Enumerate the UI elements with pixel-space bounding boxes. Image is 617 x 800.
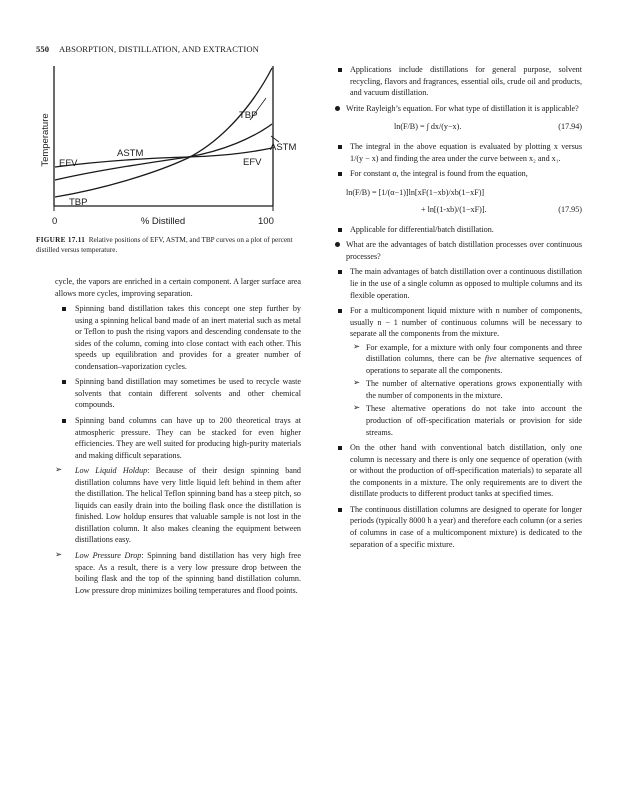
sub-bullet-text: : Because of their design spinning band distillation columns have very little liquid left behind in them after the distillation. The helical Teflon spinning band has a steep pitch, so liquids can easily drain into the boiling flask once the distillation is finished. Low holdup ensures that valuable sample is not lost in the distillation column. It also makes cleaning the equipment between distillations easy.	[75, 466, 301, 545]
figure-caption-label: FIGURE 17.11	[36, 236, 86, 244]
bullet-multicomponent	[334, 305, 582, 438]
running-header	[36, 44, 259, 54]
bullet-text: Applicable for differential/batch distillation.	[350, 224, 494, 234]
figure-caption	[36, 236, 306, 255]
square-bullet	[62, 419, 66, 423]
page-number: 550	[36, 44, 50, 54]
square-bullet	[338, 270, 342, 274]
question-advantages	[334, 239, 582, 262]
equation-text: + ln[(1-xb)/(1−xF)].	[421, 204, 487, 214]
square-bullet	[338, 145, 342, 149]
square-bullet	[338, 446, 342, 450]
sub-bullet-text: For example, for a mixture with only four components and three distillation columns, there can be	[366, 342, 582, 364]
arrow-bullet: ➢	[55, 549, 63, 560]
square-bullet	[62, 307, 66, 311]
label-tbp-bottom: TBP	[69, 197, 88, 208]
square-bullet	[338, 172, 342, 176]
right-column	[334, 64, 582, 550]
square-bullet	[62, 380, 66, 384]
sub-bullet-text: These alternative operations do not take into account the production of off-specification materials or provision for side streams.	[366, 404, 582, 437]
sub-bullet-text: : Spinning band distillation has very high free space. As a result, there is a very low pressure drop between the boiling flask and the top of the spinning band distillation column. Low pressure drop minimizes boiling temperatures and flood points.	[75, 551, 301, 595]
paragraph-spinning-intro: cycle, the vapors are enriched in a certain component. A larger surface area allows more cycles, improving separation.	[55, 277, 301, 298]
bullet-text: The main advantages of batch distillation over a continuous distillation lie in the use of a single column as opposed to multiple columns and its flexible operation.	[350, 267, 582, 300]
x-tick-label-start: 0	[52, 216, 58, 227]
bullet-text: The continuous distillation columns are designed to operate for longer periods (typically 8000 h a year) and therefore each column (or a series of columns in case of a multicomponent mixture) is dedicated to the separation of a specific mixture.	[350, 504, 582, 549]
arrow-bullet: ➢	[353, 402, 361, 413]
square-bullet	[338, 508, 342, 512]
sub-bullet-text: The number of alternative operations grows exponentially with the number of components in the mixture.	[366, 379, 582, 400]
label-efv-right: EFV	[243, 157, 262, 168]
square-bullet	[338, 68, 342, 72]
sub-bullet-example	[350, 342, 582, 377]
bullet-conventional-batch	[334, 442, 582, 500]
equation-17-95-line-2	[334, 204, 582, 217]
label-efv-left: EFV	[59, 158, 78, 169]
bullet-integral	[334, 141, 582, 164]
bullet-applications	[334, 64, 582, 99]
y-axis-label: Temperature	[40, 113, 51, 167]
bullet-text: Applications include distillations for general purpose, solvent recycling, flavors and fragrances, essential oils, crude oil and products, and vacuum distillation.	[350, 65, 582, 98]
square-bullet	[338, 228, 342, 232]
bullet-theoretical-trays	[55, 415, 301, 461]
tbp-curve	[55, 68, 272, 197]
square-bullet	[338, 309, 342, 313]
left-column	[55, 276, 301, 596]
label-astm-right: ASTM	[270, 142, 297, 153]
bullet-text: The integral in the above equation is evaluated by plotting x versus 1/(y − x) and finding the area under the curve between x₂ and x₁.	[350, 142, 582, 163]
astm-curve	[55, 124, 272, 180]
efv-curve	[55, 148, 272, 167]
bullet-applicable	[334, 224, 582, 236]
figure-17-11	[38, 60, 300, 232]
sub-bullet-text: alternative sequences of operations to separate all the components.	[366, 354, 582, 375]
bullet-text: On the other hand with conventional batch distillation, only one column is necessary and there is only one sequence of operation (with or without the production of off-specification materials) to separate all the components in a mixture. The only requirements are to divert the distillate products to different product tanks at specified times.	[350, 443, 582, 499]
bullet-text: For constant α, the integral is found from the equation,	[350, 169, 528, 179]
x-tick-label-end: 100	[258, 216, 274, 227]
sub-bullet-title: Low Liquid Holdup	[75, 466, 148, 476]
question-text: What are the advantages of batch distillation processes over continuous processes?	[346, 240, 582, 261]
equation-text: ln(F/B) = ∫ dx/(y−x).	[394, 122, 462, 132]
equation-17-94	[334, 121, 582, 134]
x-axis-label: % Distilled	[140, 216, 186, 227]
bullet-constant-alpha	[334, 168, 582, 180]
bullet-main-advantages	[334, 266, 582, 301]
equation-number: (17.94)	[558, 122, 582, 132]
label-astm-left: ASTM	[117, 148, 144, 159]
bullet-continuous-columns	[334, 504, 582, 550]
bullet-text: Spinning band columns can have up to 200 theoretical trays at atmospheric pressure. They can be stacked for even higher efficiencies. They are well suited for producing high-purity materials and making difficult separations.	[75, 416, 301, 460]
sub-bullet-title: Low Pressure Drop	[75, 551, 142, 561]
sub-bullet-emphasis: five	[484, 354, 497, 364]
arrow-bullet: ➢	[353, 377, 361, 388]
dot-bullet	[335, 106, 340, 111]
label-tbp-top: TBP	[239, 110, 258, 121]
arrow-bullet: ➢	[55, 464, 63, 475]
sub-bullet-low-liquid-holdup	[55, 465, 301, 546]
figure-caption-text: Relative positions of EFV, ASTM, and TBP curves on a plot of percent distilled versus temperature.	[36, 236, 293, 254]
question-rayleigh	[334, 103, 582, 115]
arrow-bullet: ➢	[353, 340, 361, 351]
bullet-recycle-solvents	[55, 376, 301, 411]
equation-text: ln(F/B) = [1/(α−1)]ln[xF(1−xb)/xb(1−xF)]	[346, 187, 485, 197]
bullet-text: For a multicomponent liquid mixture with n number of components, usually n − 1 number of continuous columns will be necessary to separate all the components from the mixture.	[350, 306, 582, 339]
equation-number: (17.95)	[558, 204, 582, 214]
question-text: Write Rayleigh’s equation. For what type of distillation it is applicable?	[346, 103, 579, 113]
sub-bullet-low-pressure-drop	[55, 550, 301, 596]
bullet-spinning-band	[55, 303, 301, 372]
sub-bullet-side-streams	[350, 403, 582, 438]
dot-bullet	[335, 242, 340, 247]
bullet-text: Spinning band distillation takes this concept one step further by using a spinning helical band made of an inert material such as metal or Teflon to push the rising vapors and descending condensate to the sides of the column, coming into close contact with each other. This speeds up equilibration and provides for a greater number of condensation–vaporization cycles.	[75, 304, 301, 371]
equation-17-95-line-1	[334, 187, 582, 200]
sub-bullet-alternatives	[350, 378, 582, 401]
running-title: ABSORPTION, DISTILLATION, AND EXTRACTION	[58, 44, 259, 54]
bullet-text: Spinning band distillation may sometimes be used to recycle waste solvents that contain different solvents and other chemical compounds.	[75, 377, 301, 410]
